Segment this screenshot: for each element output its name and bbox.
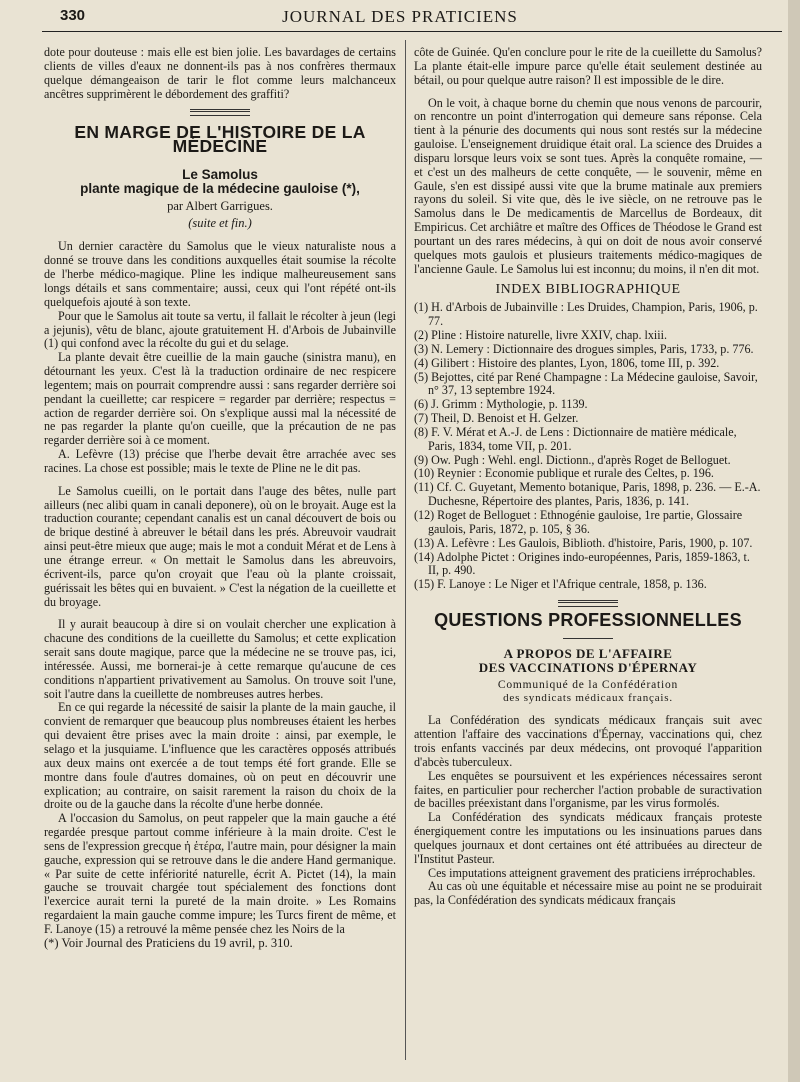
body-paragraph: Le Samolus cueilli, on le portait dans l'auge des bêtes, nulle part ailleurs (nec alibi quam in canali deponere), où on le broyait. Auge est la traduction courante; cependant canalis est un canal découvert de bois ou de brique destiné à abreuver le bétail dans les prés. Abreuvoir vaudrait ainsi peut-être mieux que auge; mais le mot a conduit Mérat et de Lens à une étrange erreur. « On mettait le Samolus dans les abreuvoirs, écrivent-ils, parce qu'on croyait que l'eau où la plante croissait, guérissait les bêtes qui en buvaient. » C'est la négation de la cueillette et du broyage. (44, 483, 396, 609)
body-paragraph: A. Lefèvre (13) précise que l'herbe devait être arrachée avec ses racines. La chose est possible; mais le texte de Pline ne le dit pas. (44, 447, 396, 475)
bibliography-entry: (4) Gilibert : Histoire des plantes, Lyon, 1806, tome III, p. 392. (414, 355, 720, 370)
body-paragraph: Ces imputations atteignent gravement des praticiens irréprochables. (428, 865, 756, 880)
bibliography-entry: (5) Bejottes, cité par René Champagne : La Médecine gauloise, Savoir, n° 37, 13 septembre 1924. (414, 369, 758, 398)
body-paragraph: La plante devait être cueillie de la main gauche (sinistra manu), en détournant les yeux. C'est là la traduction ordinaire de nec respicere legentem; mais on pourrait comprendre aussi : sans regarder derrière soi pendant la cueillette; car respicere = regarder par derrière; respectus = action de regarder derrière soi. On s'explique aussi mal la nécessité de ne pas regarder la plante qu'on cueille, que la précaution de ne pas regarder derrière soi à ce moment. (44, 350, 396, 448)
section-heading-history: EN MARGE DE L'HISTOIRE DE LA MÉDECINE (74, 122, 366, 157)
bibliography-entry: (11) Cf. C. Guyetant, Memento botanique, Paris, 1898, p. 236. — E.-A. Duchesne, Répertoire des plantes, Paris, 1836, p. 141. (414, 480, 761, 509)
article-byline: par Albert Garrigues. (167, 198, 273, 213)
bibliography-entry: (1) H. d'Arbois de Jubainville : Les Druides, Champion, Paris, 1906, p. 77. (414, 300, 758, 329)
bibliography-entry: (13) A. Lefèvre : Les Gaulois, Biblioth. d'histoire, Paris, 1900, p. 107. (414, 535, 753, 550)
section-heading-questions: QUESTIONS PROFESSIONNELLES (434, 610, 742, 631)
header-rule (42, 31, 782, 32)
bibliography-entry: (10) Reynier : Economie publique et rurale des Celtes, p. 196. (414, 466, 714, 481)
body-paragraph: La Confédération des syndicats médicaux français proteste énergiquement contre les imputations ou les insinuations parues dans quelques journaux et dont certaines ont été attribuées au directeur de l'Institut Pasteur. (414, 810, 762, 866)
page-header (0, 4, 800, 30)
body-paragraph: A l'occasion du Samolus, on peut rappeler que la main gauche a été regardée presque partout comme inférieure à la main droite. C'est le sens de l'expression grecque ἡ ἑτέρα, l'autre main, pour désigner la main gauche, expression qui se retrouve dans le die andere Hand germanique. « Par suite de cette infériorité naturelle, écrit A. Pictet (14), la main gauche se trouvait chargée tout spécialement des fonctions dont l'exercice aurait terni la pureté de la main droite. » Les Romains regardaient la main gauche comme impure; les Turcs firent de même, et F. Lanoye (15) a retrouvé la même pensée chez les Noirs de la (44, 811, 396, 936)
bibliography-title: INDEX BIBLIOGRAPHIQUE (495, 281, 681, 297)
title-rule (563, 638, 613, 639)
right-column (414, 46, 762, 908)
article-subtitle: plante magique de la médecine gauloise (*), (80, 180, 360, 196)
article-continuation-note: (suite et fin.) (188, 215, 252, 230)
footnote: (*) Voir Journal des Praticiens du 19 avril, p. 310. (44, 935, 293, 950)
communique-line: des syndicats médicaux français. (503, 692, 673, 705)
body-paragraph: Au cas où une équitable et nécessaire mise au point ne se produirait pas, la Confédération des syndicats médicaux français (414, 879, 762, 908)
bibliography-entry: (14) Adolphe Pictet : Origines indo-européennes, Paris, 1859-1863, t. II, p. 490. (414, 549, 750, 578)
section-separator (190, 109, 250, 116)
body-paragraph: Il y aurait beaucoup à dire si on voulait chercher une explication à chacune des conditions de la cueillette du Samolus; et cette explication serait sans doute magique, parce que la médecine ne se trouve pas, ici, intéressée. Aussi, me bornerai-je à cette remarque qu'aucune de ces conditions n'appartient privativement au Samolus. On trouve soit l'une, soit l'autre dans la cueillette de nombreuses autres herbes. (44, 617, 396, 701)
body-paragraph: Pour que le Samolus ait toute sa vertu, il fallait le récolter à jeun (legi a jejunis), vêtu de blanc, ajoute gratuitement H. d'Arbois de Jubainville (1) qui confond avec la récolte du gui et du selage. (44, 308, 396, 351)
article-subtitle: DES VACCINATIONS D'ÉPERNAY (478, 659, 698, 675)
bibliography-entry: (15) F. Lanoye : Le Niger et l'Afrique centrale, 1858, p. 136. (414, 577, 707, 592)
intro-paragraph: dote pour douteuse : mais elle est bien jolie. Les bavardages de certains clients de villes d'eaux ne donnent-ils pas à nos confrères thermaux quelque démangeaison de tarir le flot comme leurs malchanceux ancêtres supprimèrent le débordement des graffiti? (44, 45, 396, 101)
bibliography-entry: (2) Pline : Histoire naturelle, livre XXIV, chap. lxiii. (414, 328, 668, 343)
communique-line: Communiqué de la Confédération (497, 678, 679, 691)
bibliography-entry: (9) Ow. Pugh : Wehl. engl. Dictionn., d'après Roget de Belloguet. (414, 452, 731, 467)
bibliography-entry: (7) Theil, D. Benoist et H. Gelzer. (414, 411, 579, 426)
body-paragraph: La Confédération des syndicats médicaux français suit avec attention l'affaire des vaccinations d'Épernay, vaccinations qui, chez trois enfants vaccinés par deux médecins, ont provoqué l'apparition d'abcès tuberculeux. (414, 713, 762, 769)
journal-title: JOURNAL DES PRATICIENS (282, 7, 518, 26)
page-number: 330 (60, 7, 86, 24)
bibliography-entry: (3) N. Lemery : Dictionnaire des drogues simples, Paris, 1733, p. 776. (414, 341, 754, 356)
section-separator (558, 600, 618, 607)
column-divider (405, 40, 406, 1060)
body-paragraph: En ce qui regarde la nécessité de saisir la plante de la main gauche, il convient de remarquer que beaucoup plus nombreuses étaient les herbes qui devaient être prises avec la main droite : ainsi, par exemple, le selago et la jusquiame. L'influence que les caractères opposés attribués aux deux mains ont exercée a de tout temps été fort grande. Elle se montre dans foule d'autres domaines, où on peut en découvrir une explication; au contraire, on saisit rarement la raison du choix de la droite ou de la gauche dans la récolte d'une herbe donnée. (44, 700, 396, 812)
page-edge-shadow (788, 0, 800, 1082)
bibliography-list (414, 301, 762, 592)
bibliography-entry: (12) Roget de Belloguet : Ethnogénie gauloise, 1re partie, Glossaire gaulois, Paris, 1872, p. 105, § 36. (414, 508, 743, 536)
bibliography-entry: (6) J. Grimm : Mythologie, p. 1139. (414, 397, 588, 412)
body-paragraph: Les enquêtes se poursuivent et les expériences nécessaires seront faites, en particulier pour rechercher l'action probable de suractivation de bacilles préexistant dans l'organisme, par les virus formolés. (414, 768, 762, 811)
article-title: A PROPOS DE L'AFFAIRE (503, 645, 673, 661)
body-paragraph: Un dernier caractère du Samolus que le vieux naturaliste nous a donné se trouve dans les conditions auxquelles était soumise la récolte de l'herbe médico-magique. Pline les indique malheureusement sans longs détails et sans commentaire; aussi, ceux qui l'ont répété ont-ils quelquefois ajouté à son texte. (44, 239, 396, 309)
left-column (44, 46, 396, 951)
body-paragraph: On le voit, à chaque borne du chemin que nous venons de parcourir, on rencontre un point d'interrogation qui demeure sans réponse. Cela tient à la pénurie des documents qui nous sont restés sur la médecine gauloise. L'enseignement druidique était oral. La science des Druides a disparu lorsque leurs voix se sont tues. Après la conquête romaine, — et c'est un des malheurs de cette conquête, — le souvenir, même en Gaule, s'en est dissipé aussi vite que la brume matinale aux premiers rayons du soleil. Si vite que, dès le ive siècle, on ne retrouve pas le Samolus dans le De medicamentis de Marcellus de Bordeaux, dit Empiricus. Cet archiâtre et maître des Offices de Théodose le Grand est pourtant un des rares médecins, à qui on doit de nous avoir conservé quelques mots gaulois et plusieurs traitements médico-magiques de l'ancienne Gaule. Le Samolus lui est inconnu; du moins, il n'en dit mot. (414, 95, 762, 276)
article-title: Le Samolus (182, 167, 258, 183)
bibliography-entry: (8) F. V. Mérat et A.-J. de Lens : Dictionnaire de matière médicale, Paris, 1834, tome VII, p. 201. (414, 424, 737, 453)
body-paragraph: côte de Guinée. Qu'en conclure pour le rite de la cueillette du Samolus? La plante était-elle impure parce qu'elle était seulement destinée au bétail, ou pour quelque autre raison? Il est impossible de le dire. (414, 45, 762, 87)
